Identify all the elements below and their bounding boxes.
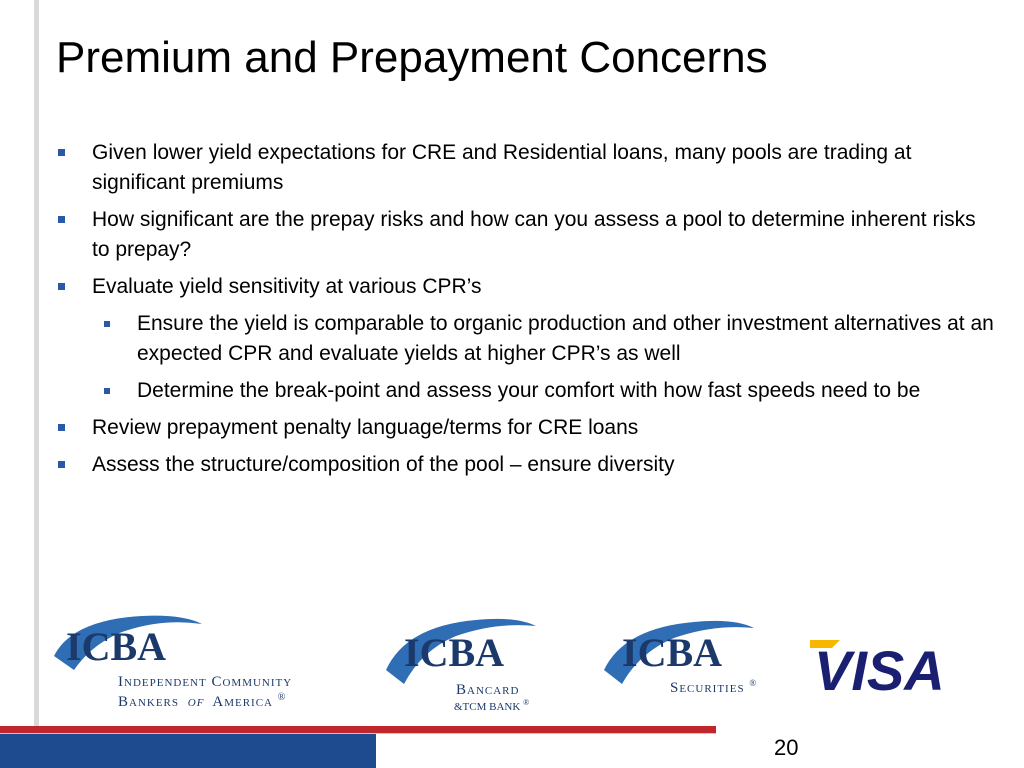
footer-red-bar (0, 726, 716, 733)
bullet-text: Determine the break-point and assess your comfort with how fast speeds need to be (137, 379, 921, 402)
svg-text:Bankers of America (118, 692, 286, 710)
page-number: 20 (774, 735, 799, 760)
bullet-list (56, 138, 996, 487)
slide-title: Premium and Prepayment Concerns (56, 33, 768, 82)
bullet-text: Assess the structure/composition of the pool – ensure diversity (92, 453, 675, 476)
bullet-marker-icon (104, 321, 110, 327)
bullet-text: Evaluate yield sensitivity at various CPR’s (92, 275, 482, 298)
logo-strip (48, 606, 978, 716)
bullet-text: Review prepayment penalty language/terms for CRE loans (92, 416, 639, 439)
icba-securities-line1: Securities (670, 680, 745, 696)
sub-bullet-item (102, 309, 996, 369)
visa-logo (810, 632, 974, 696)
left-rule (34, 0, 39, 768)
bullet-item (56, 450, 996, 480)
bullet-text: Given lower yield expectations for CRE and Residential loans, many pools are trading at significant premiums (92, 141, 912, 194)
icba-line2-a: Bankers (118, 694, 180, 710)
icba-line2-b: America (212, 694, 273, 710)
icba-securities-logo (604, 616, 804, 706)
sub-bullet-item (102, 376, 996, 406)
bullet-item (56, 413, 996, 443)
icba-bancard-line1: Bancard (456, 682, 520, 698)
bullet-marker-icon (58, 424, 65, 431)
bullet-marker-icon (58, 149, 65, 156)
icba-line1: Independent Community (118, 674, 293, 690)
bullet-marker-icon (58, 283, 65, 290)
visa-mark: VISA (814, 639, 945, 696)
bullet-item (56, 272, 996, 302)
bullet-marker-icon (58, 461, 65, 468)
icba-bancard-reg: ® (523, 698, 530, 707)
svg-text:&TCM BANK ® (454, 698, 529, 712)
bullet-text: How significant are the prepay risks and how can you assess a pool to determine inherent risks to prepay? (92, 208, 976, 261)
bullet-item (56, 205, 996, 265)
icba-securities-reg: ® (749, 678, 758, 688)
icba-bancard-mark: ICBA (404, 630, 505, 675)
bullet-marker-icon (58, 216, 65, 223)
icba-reg: ® (277, 692, 287, 703)
icba-line2-of: of (187, 694, 205, 710)
icba-logo (52, 610, 382, 710)
icba-mark: ICBA (66, 624, 167, 669)
bullet-text: Ensure the yield is comparable to organic production and other investment alternatives at an expected CPR and evaluate yields at higher CPR’s as well (137, 312, 994, 365)
icba-bancard-logo (386, 612, 596, 712)
icba-securities-mark: ICBA (622, 630, 723, 675)
bullet-item (56, 138, 996, 198)
icba-bancard-line2: &TCM BANK (454, 701, 521, 712)
bullet-marker-icon (104, 388, 110, 394)
footer-blue-bar (0, 734, 376, 768)
svg-text:Securities ® (670, 678, 757, 696)
